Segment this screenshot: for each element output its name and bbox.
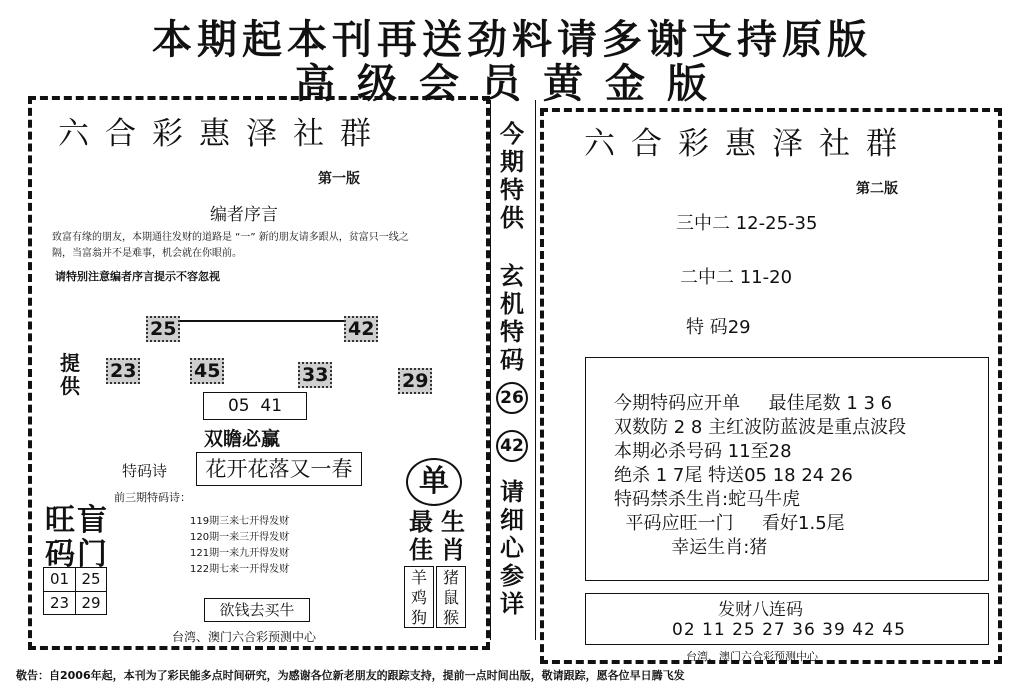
number-grid xyxy=(43,567,107,615)
three-two-numbers: 三中二 12-25-35 xyxy=(676,213,818,234)
zodiac-title-best: 最佳 xyxy=(409,508,433,564)
grid-cell: 29 xyxy=(81,594,101,612)
prediction-line: 本期必杀号码 11至28 xyxy=(614,441,792,462)
footer-notice: 敬告：自2006年起，本刊为了彩民能多点时间研究，为感谢各位新老朋友的跟踪支持，提前一点时间出版，敬请跟踪，愿各位早日腾飞发 xyxy=(16,669,685,682)
connector-bar xyxy=(170,320,346,322)
prev-poem-line: 122期七来一开得发财 xyxy=(190,564,290,575)
right-panel-title: 六合彩惠泽社群 xyxy=(584,126,913,162)
lucky-title: 发财八连码 xyxy=(718,600,803,620)
lucky-numbers: 02 11 25 27 36 39 42 45 xyxy=(672,620,906,640)
preface-notice: 请特别注意编者序言提示不容忽视 xyxy=(55,270,220,283)
zodiac-title-zodiac: 生肖 xyxy=(441,508,465,564)
zodiac-right-box xyxy=(436,566,466,628)
wang-label: 旺码 xyxy=(45,503,75,572)
prev-poems-list xyxy=(190,514,289,578)
zodiac-right: 猪鼠猴 xyxy=(443,568,460,627)
middle-number: 26 xyxy=(496,382,528,414)
right-center-footer: 台湾、澳门六合彩预测中心 xyxy=(686,650,818,663)
dan-badge xyxy=(406,458,462,506)
grid-cell: 23 xyxy=(44,592,76,614)
pair-numbers-box xyxy=(203,392,307,420)
prediction-line: 双数防 2 8 主红波防蓝波是重点波段 xyxy=(614,417,907,438)
prediction-line: 幸运生肖:猪 xyxy=(614,537,768,558)
two-two-numbers: 二中二 11-20 xyxy=(680,267,793,288)
number-ball: 23 xyxy=(106,358,140,384)
header-title: 本期起本刊再送劲料请多谢支持原版 xyxy=(152,16,872,63)
number-ball: 25 xyxy=(146,316,180,342)
left-panel-title: 六合彩惠泽社群 xyxy=(58,116,387,152)
poem-text: 花开花落又一春 xyxy=(205,457,353,481)
preface-text: 致富有缘的朋友，本期通往发财的道路是 “一” 新的朋友请多跟从，贫富只一线之隔，当富翁并不是难事，机会就在你眼前。 xyxy=(52,232,409,259)
left-center-footer: 台湾、澳门六合彩预测中心 xyxy=(172,630,317,644)
dan-text: 单 xyxy=(419,464,449,499)
middle-closing: 请细心参详 xyxy=(500,478,524,618)
prediction-line: 平码应旺一门 看好1.5尾 xyxy=(614,513,845,534)
header-subtitle: 高级会员黄金版 xyxy=(295,60,729,107)
special-number: 特 码29 xyxy=(686,317,751,338)
left-edition: 第一版 xyxy=(318,171,360,187)
zodiac-left: 羊鸡狗 xyxy=(411,568,428,627)
number-ball: 33 xyxy=(298,362,332,388)
prediction-lines xyxy=(614,392,906,560)
number-ball: 29 xyxy=(398,368,432,394)
number-ball: 42 xyxy=(344,316,378,342)
poem-label: 特码诗 xyxy=(122,462,168,480)
grid-cell: 25 xyxy=(76,568,106,592)
provide-label: 提供 xyxy=(60,351,80,398)
middle-title: 今期特供 xyxy=(500,120,524,232)
slogan: 双瞻必赢 xyxy=(204,428,281,450)
poem-box xyxy=(196,452,362,486)
prev-poem-line: 119期三来七开得发财 xyxy=(190,516,290,527)
preface-title: 编者序言 xyxy=(210,205,278,225)
number-ball: 45 xyxy=(190,358,224,384)
prev-poems-label: 前三期特码诗： xyxy=(114,491,191,504)
prediction-line: 绝杀 1 7尾 特送05 18 24 26 xyxy=(614,465,853,486)
middle-sub: 玄机特码 xyxy=(500,262,524,374)
prev-poem-line: 120期一来三开得发财 xyxy=(190,532,290,543)
buy-label: 欲钱去买牛 xyxy=(219,601,295,619)
right-edition: 第二版 xyxy=(856,181,898,197)
middle-number: 42 xyxy=(496,430,528,462)
blind-label: 盲门 xyxy=(77,503,107,572)
prediction-line: 特码禁杀生肖:蛇马牛虎 xyxy=(614,489,801,510)
grid-cell: 01 xyxy=(44,568,76,592)
zodiac-left-box xyxy=(404,566,434,628)
pair-numbers: 05 41 xyxy=(227,396,283,416)
prediction-line: 今期特码应开单 最佳尾数 1 3 6 xyxy=(614,393,893,414)
prev-poem-line: 121期一来九开得发财 xyxy=(190,548,290,559)
buy-box xyxy=(204,598,310,622)
